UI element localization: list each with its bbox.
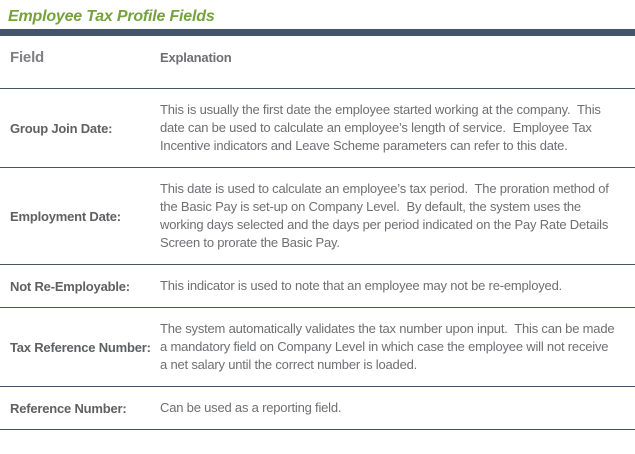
field-label: Employment Date: [10,208,121,224]
field-explanation: This indicator is used to note that an employee may not be re-employed. [160,278,563,293]
table-row-group-join-date [0,88,635,167]
table-row-employment-date [0,167,635,264]
field-label: Reference Number: [10,400,127,416]
title-underline-bar [0,29,635,36]
table-row-reference-number [0,386,635,430]
field-label: Tax Reference Number: [10,339,151,355]
section-title: Employee Tax Profile Fields [8,8,215,25]
field-explanation: Can be used as a reporting field. [160,400,342,415]
field-label: Group Join Date: [10,120,113,136]
table-row-not-re-employable [0,264,635,307]
fields-table [0,36,635,430]
column-header-explanation: Explanation [160,50,232,65]
field-label: Not Re-Employable: [10,278,130,294]
table-header-row [0,36,635,88]
table-row-tax-reference-number [0,307,635,386]
field-explanation: This is usually the first date the employee started working at the company. This date can be used to calculate an employee’s length of service. Employee Tax Incentive indicators and Leave Scheme parameters can refer to this date. [160,102,605,153]
field-explanation: The system automatically validates the tax number upon input. This can be made a mandatory field on Company Level in which case the employee will not receive a net salary until the correct number is loaded. [160,321,618,372]
field-explanation: This date is used to calculate an employee’s tax period. The proration method of the Basic Pay is set-up on Company Level. By default, the system uses the working days selected and the days per period indicated on the Pay Rate Details Screen to prorate the Basic Pay. [160,181,613,250]
column-header-field: Field [10,49,45,66]
